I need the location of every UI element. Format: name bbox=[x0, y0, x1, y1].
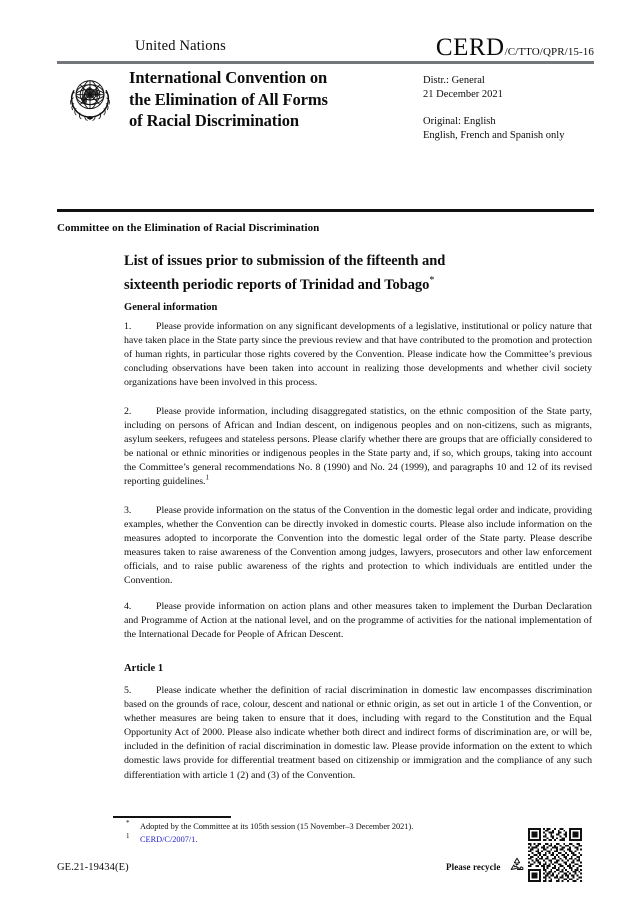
convention-title bbox=[129, 67, 404, 132]
footnote-one: 1 CERD/C/2007/1. bbox=[126, 831, 198, 844]
distribution-type: Distr.: General bbox=[423, 75, 485, 86]
un-emblem-icon bbox=[62, 70, 118, 126]
footnote-one-link[interactable]: CERD/C/2007/1. bbox=[140, 834, 198, 844]
paragraph-3-text: Please provide information on the status of the Convention in the domestic legal order and indicate, providing examples, whether the Convention can be directly invoked in domestic courts. Please also include information on the measures adopted to incorporate the Convention into the domestic legal order of the State party. Please describe measures taken to raise awareness of the Convention among judges, lawyers, prosecutors and other law enforcement officials, and to raise public awareness of the rights and protection to which individuals are entitled under the Convention. bbox=[124, 505, 592, 587]
convention-title-line-1: International Convention on bbox=[129, 68, 328, 87]
paragraph-2-footnote-ref[interactable]: 1 bbox=[205, 474, 210, 483]
paragraph-2-text: Please provide information, including disaggregated statistics, on the ethnic composition of the State party, including on persons of African and Indian descent, on indigenous peoples and on non-citizens, such as migrants, asylum seekers, refugees and stateless persons. Please clarify whether there are groups that are officially considered to be national or ethnic minorities or indigenous peoples in the State party and, if so, which groups, taking into account the Committee’s general recommendations No. 8 (1990) and No. 24 (1999), and paragraphs 10 and 12 of its revised reporting guidelines. bbox=[124, 406, 592, 488]
paragraph-3-number: 3. bbox=[124, 505, 132, 516]
recycling-icon bbox=[508, 856, 526, 874]
paragraph-4 bbox=[124, 600, 592, 642]
distribution-spacer bbox=[423, 102, 598, 115]
document-symbol-main: CERD bbox=[435, 34, 505, 61]
masthead-divider bbox=[57, 61, 594, 64]
paragraph-2 bbox=[124, 405, 592, 490]
paragraph-2-number: 2. bbox=[124, 406, 132, 417]
footnote-divider bbox=[113, 816, 231, 818]
convention-title-line-2: the Elimination of All Forms bbox=[129, 89, 328, 109]
paragraph-5-number: 5. bbox=[124, 685, 132, 696]
job-number: GE.21-19434(E) bbox=[57, 862, 129, 873]
organization-name: United Nations bbox=[135, 38, 226, 54]
section-divider bbox=[57, 209, 594, 212]
distribution-date: 21 December 2021 bbox=[423, 89, 503, 100]
heading-general-information: General information bbox=[124, 302, 218, 313]
recycle-label: Please recycle bbox=[446, 862, 501, 872]
footnote-star-text: Adopted by the Committee at its 105th session (15 November–3 December 2021). bbox=[140, 822, 414, 831]
footnote-star: * Adopted by the Committee at its 105th session (15 November–3 December 2021). bbox=[126, 819, 414, 831]
masthead bbox=[57, 34, 594, 61]
document-symbol bbox=[436, 34, 594, 62]
paragraph-3 bbox=[124, 504, 592, 589]
paragraph-1 bbox=[124, 320, 592, 390]
paragraph-1-text: Please provide information on any significant developments of a legislative, institutional or policy nature that have taken place in the State party since the previous review and that have contributed to the promotion and protection of human rights, in particular those rights covered by the Convention. Please indicate how the Committee’s previous concluding observations have been taken into account in realizing those developments and whether civil society organizations have been involved in this process. bbox=[124, 321, 592, 389]
page-title-line-2: sixteenth periodic reports of Trinidad and Tobago bbox=[124, 276, 430, 293]
page-title-line-1: List of issues prior to submission of the fifteenth and bbox=[124, 253, 446, 269]
title-footnote-marker: * bbox=[429, 275, 435, 286]
heading-article-1: Article 1 bbox=[124, 663, 164, 674]
original-language: Original: English bbox=[423, 116, 496, 127]
page-title bbox=[124, 252, 524, 295]
available-languages: English, French and Spanish only bbox=[423, 130, 565, 141]
footnote-list bbox=[126, 821, 526, 846]
qr-code-icon bbox=[528, 828, 582, 882]
committee-name: Committee on the Elimination of Racial Discrimination bbox=[57, 222, 320, 234]
paragraph-4-text: Please provide information on action plans and other measures taken to implement the Durban Declaration and Programme of Action at the national level, and on the programme of activities for the national implementation of the International Decade for People of African Descent. bbox=[124, 601, 592, 641]
paragraph-1-number: 1. bbox=[124, 321, 132, 332]
paragraph-4-number: 4. bbox=[124, 601, 132, 612]
distribution-block bbox=[423, 74, 598, 143]
paragraph-5 bbox=[124, 684, 592, 783]
paragraph-5-text: Please indicate whether the definition of racial discrimination in domestic law encompasses discrimination based on the grounds of race, colour, descent and national or ethnic origin, as set out in article 1 of the Convention, or whether measures are being taken to ensure that it does, including with regard to the Constitution and the Equal Opportunity Act of 2000. Please also indicate whether both direct and indirect forms of discrimination are, or will be, included in the definition of racial discrimination in domestic law. Please provide information on the extent to which domestic laws provide for differential treatment based on citizenship or immigration and the compliance of any such differentiation with article 1 (2) and (3) of the Convention. bbox=[124, 685, 592, 781]
convention-title-line-3: of Racial Discrimination bbox=[129, 111, 299, 130]
document-symbol-suffix: /C/TTO/QPR/15-16 bbox=[504, 46, 594, 58]
